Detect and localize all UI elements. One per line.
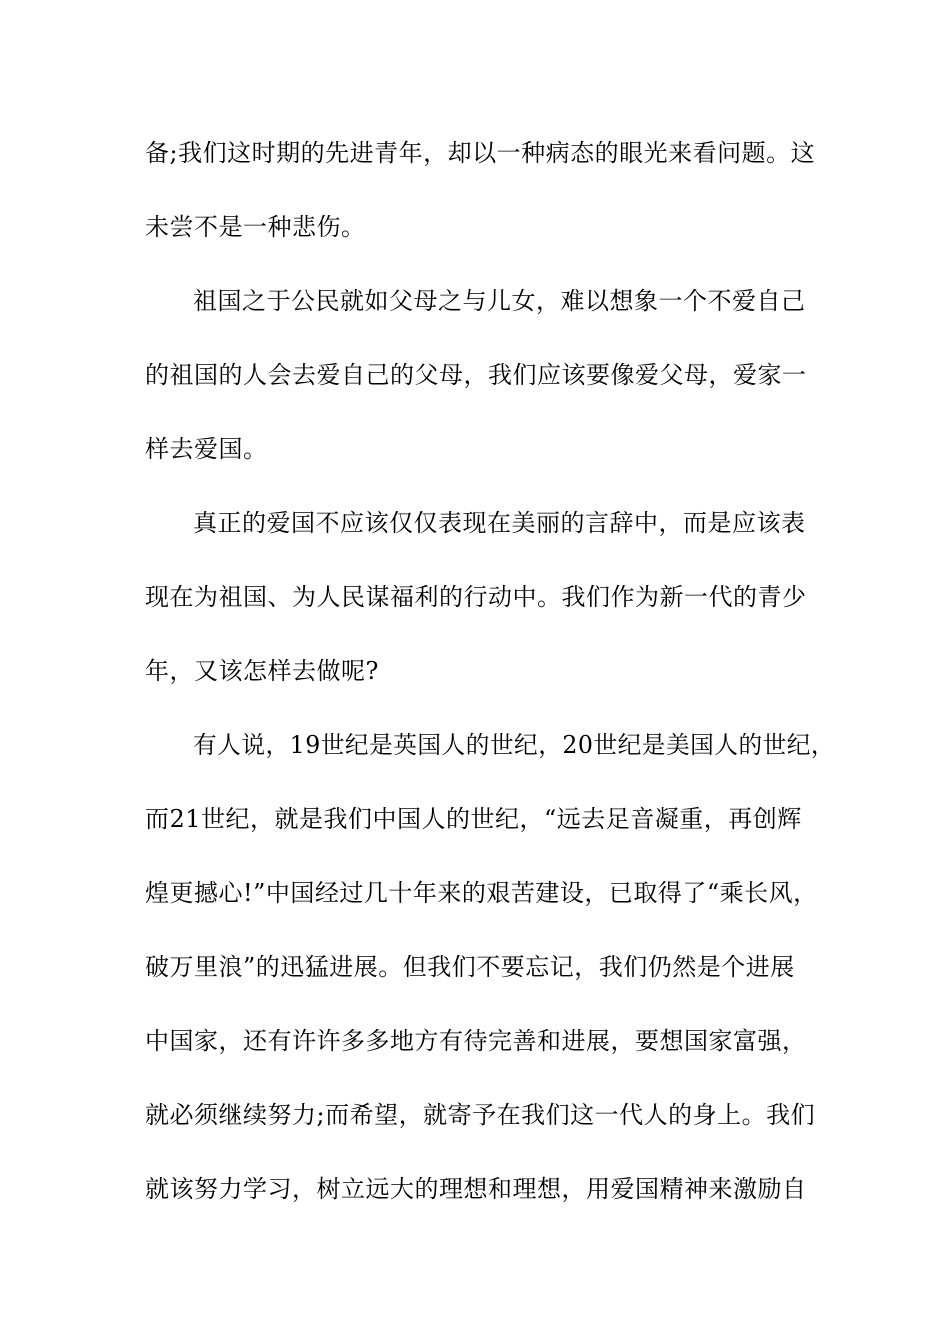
text-line: 的祖国的人会去爱自己的父母，我们应该要像爱父母，爱家一	[145, 361, 807, 389]
paragraph-first-line: 祖国之于公民就如父母之与儿女，难以想象一个不爱自己	[193, 287, 806, 315]
paragraph-first-line: 真正的爱国不应该仅仅表现在美丽的言辞中，而是应该表	[193, 509, 806, 537]
text-line: 未尝不是一种悲伤。	[145, 213, 366, 241]
text-line: 中国家，还有许许多多地方有待完善和进展，要想国家富强，	[145, 1027, 807, 1055]
text-line: 就必须继续努力;而希望，就寄予在我们这一代人的身上。我们	[145, 1101, 816, 1129]
text-line: 年，又该怎样去做呢?	[145, 657, 379, 685]
text-line: 样去爱国。	[145, 435, 268, 463]
text-line: 煌更撼心!”中国经过几十年来的艰苦建设，已取得了“乘长风，	[145, 879, 818, 907]
paragraph-first-line: 有人说，19世纪是英国人的世纪，20世纪是美国人的世纪，	[193, 731, 836, 759]
text-line: 而21世纪，就是我们中国人的世纪，“远去足音凝重，再创辉	[145, 805, 802, 833]
text-line: 备;我们这时期的先进青年，却以一种病态的眼光来看问题。这	[145, 139, 816, 167]
text-line: 破万里浪”的迅猛进展。但我们不要忘记，我们仍然是个进展	[145, 953, 795, 981]
text-line: 就该努力学习，树立远大的理想和理想，用爱国精神来激励自	[145, 1175, 807, 1203]
text-line: 现在为祖国、为人民谋福利的行动中。我们作为新一代的青少	[145, 583, 807, 611]
